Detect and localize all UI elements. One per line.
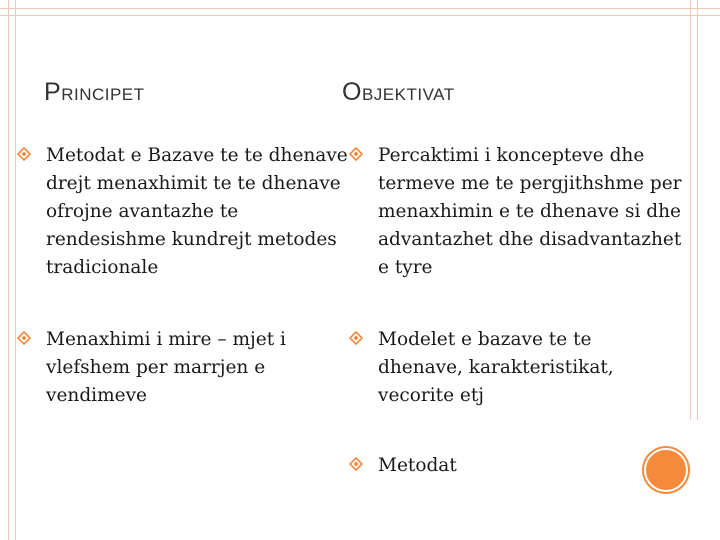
left-bullet-text: Menaxhimi i mire – mjet i vlefshem per marrjen e vendimeve — [46, 329, 286, 406]
bullet-diamond-icon — [17, 331, 31, 345]
bullet-diamond-icon — [349, 457, 363, 471]
bullet-diamond-icon — [349, 147, 363, 161]
right-bullet-item — [378, 452, 658, 480]
left-bullet-item — [46, 326, 346, 410]
right-bullet-item — [378, 142, 698, 282]
bullet-diamond-icon — [17, 147, 31, 161]
left-bullet-text: Metodat e Bazave te te dhenave drejt menaxhimit te te dhenave ofrojne avantazhe te rendesishme kundrejt metodes tradicionale — [46, 145, 348, 278]
principet-heading: PRINCIPET — [44, 78, 145, 106]
frame-line-left — [8, 0, 16, 540]
left-bullet-item — [46, 142, 362, 282]
frame-line-top — [0, 8, 720, 16]
decorative-circle — [644, 448, 688, 492]
bullet-diamond-icon — [349, 331, 363, 345]
right-bullet-item — [378, 326, 678, 410]
objektivat-heading: OBJEKTIVAT — [342, 78, 455, 106]
right-bullet-text: Metodat — [378, 455, 457, 476]
right-bullet-text: Percaktimi i koncepteve dhe termeve me te pergjithshme per menaxhimin e te dhenave si dhe advantazhet dhe disadvantazhet e tyre — [378, 145, 682, 278]
right-bullet-text: Modelet e bazave te te dhenave, karakteristikat, vecorite etj — [378, 329, 614, 406]
